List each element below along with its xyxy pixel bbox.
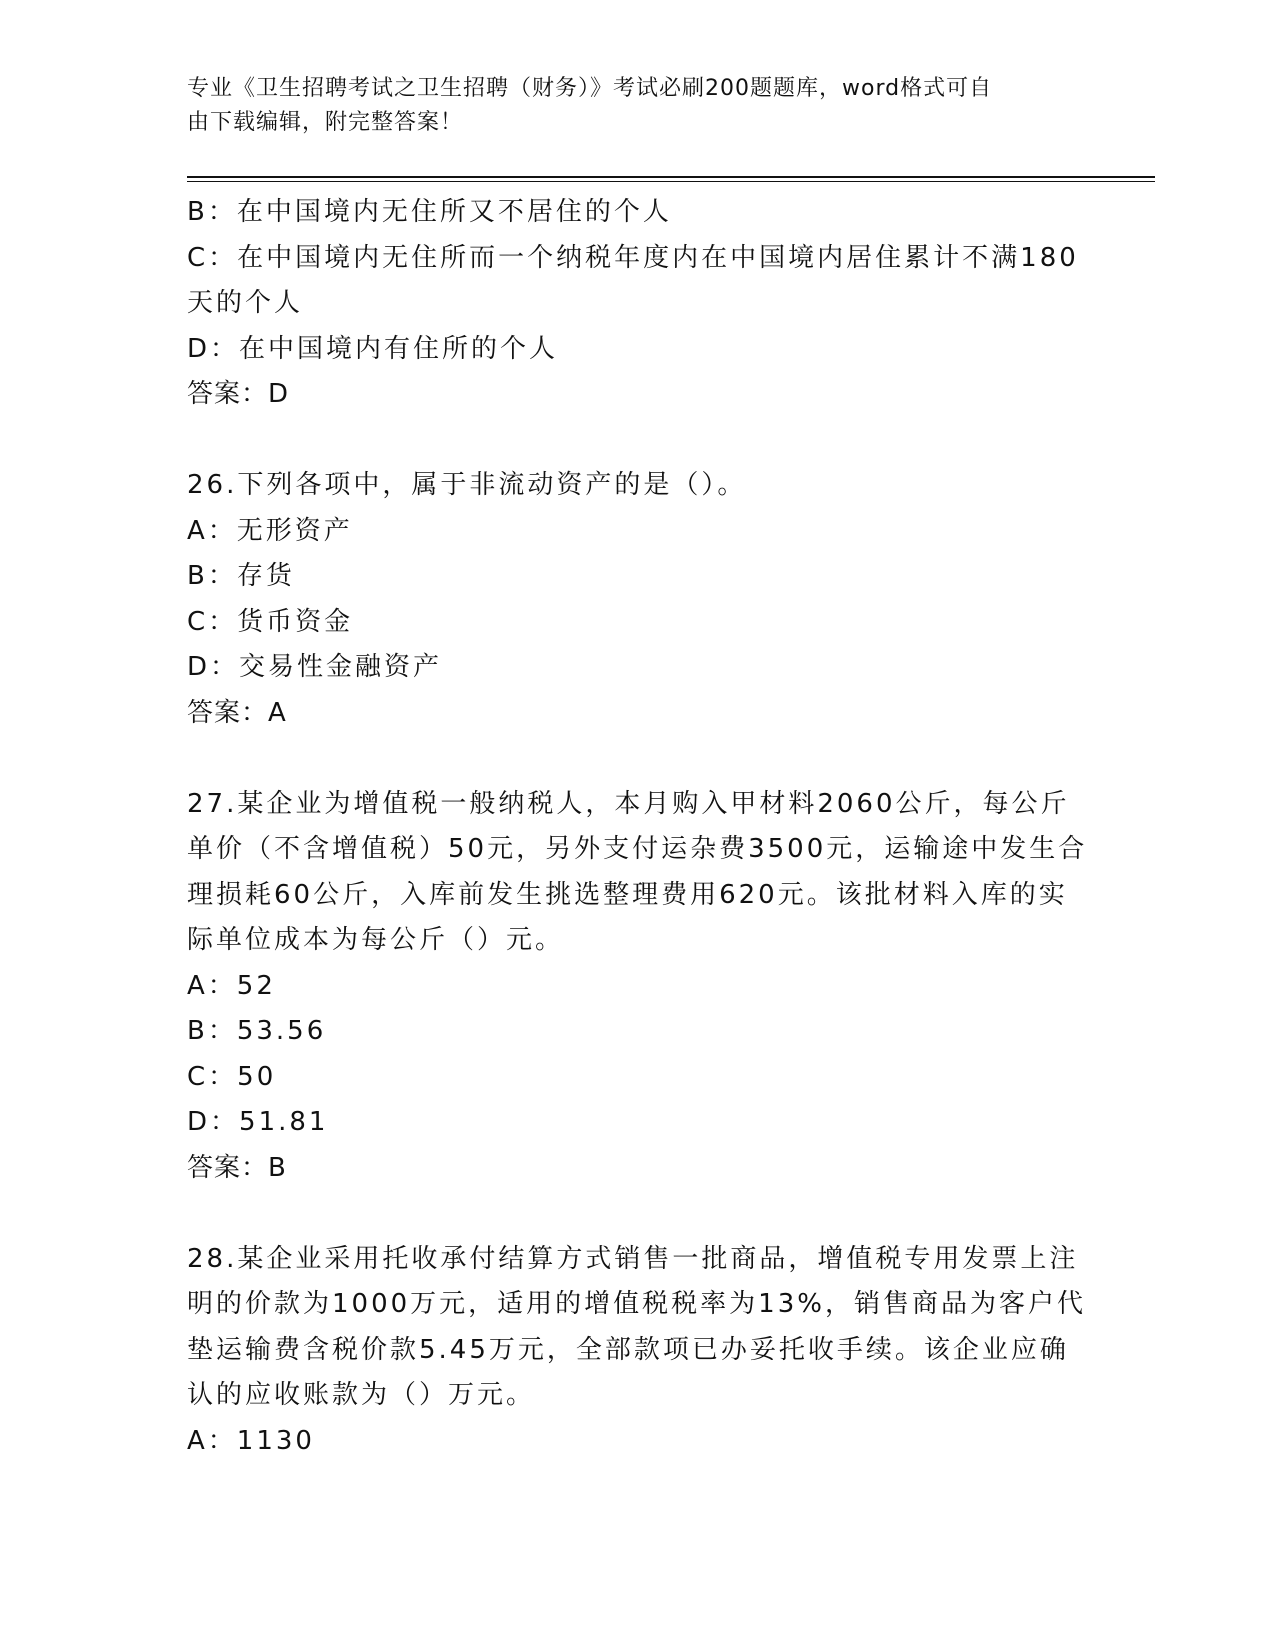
spacer — [187, 1191, 1087, 1237]
spacer — [187, 418, 1087, 464]
question-content — [187, 190, 1087, 1464]
header-line-2: 由下载编辑，附完整答案！ — [187, 110, 464, 135]
q28-stem-line-1: 28.某企业采用托收承付结算方式销售一批商品，增值税专用发票上注 — [187, 1243, 1079, 1274]
q26-option-a: A：无形资产 — [187, 515, 353, 546]
q26-stem: 26.下列各项中，属于非流动资产的是（）。 — [187, 470, 747, 500]
header-line-1: 专业《卫生招聘考试之卫生招聘（财务）》考试必刷200题题库，word格式可自 — [187, 76, 993, 101]
q25-option-c-line-2: 天的个人 — [187, 288, 304, 318]
q26-option-d: D：交易性金融资产 — [187, 652, 443, 682]
header-divider-thick — [187, 176, 1155, 178]
header-divider-thin — [187, 181, 1155, 182]
q25-option-c-line-1: C：在中国境内无住所而一个纳税年度内在中国境内居住累计不满180 — [187, 242, 1079, 273]
q25-option-d: D：在中国境内有住所的个人 — [187, 333, 559, 364]
q27-option-c: C：50 — [187, 1061, 277, 1092]
q25-answer: 答案：D — [187, 379, 290, 409]
q28-stem-line-2: 明的价款为1000万元，适用的增值税税率为13%，销售商品为客户代 — [187, 1289, 1086, 1319]
question-26 — [187, 463, 1087, 736]
document-header — [187, 72, 1067, 140]
q26-answer: 答案：A — [187, 697, 287, 728]
question-25-remainder — [187, 190, 1087, 418]
q27-option-d: D：51.81 — [187, 1107, 329, 1137]
question-27 — [187, 782, 1087, 1192]
q27-option-a: A：52 — [187, 970, 276, 1001]
q25-option-b: B：在中国境内无住所又不居住的个人 — [187, 197, 672, 227]
spacer — [187, 736, 1087, 782]
q26-option-b: B：存货 — [187, 561, 295, 591]
q27-stem-line-4: 际单位成本为每公斤（）元。 — [187, 925, 565, 955]
q27-answer: 答案：B — [187, 1152, 287, 1183]
q27-stem-line-2: 单价（不含增值税）50元，另外支付运杂费3500元，运输途中发生合 — [187, 834, 1088, 864]
q27-stem-line-3: 理损耗60公斤，入库前发生挑选整理费用620元。该批材料入库的实 — [187, 879, 1068, 910]
q26-option-c: C：货币资金 — [187, 606, 354, 637]
q27-option-b: B：53.56 — [187, 1016, 327, 1046]
q28-option-a: A：1130 — [187, 1425, 315, 1456]
q28-stem-line-4: 认的应收账款为（）万元。 — [187, 1380, 536, 1410]
q27-stem-line-1: 27.某企业为增值税一般纳税人，本月购入甲材料2060公斤，每公斤 — [187, 788, 1070, 819]
q28-stem-line-3: 垫运输费含税价款5.45万元，全部款项已办妥托收手续。该企业应确 — [187, 1334, 1069, 1365]
question-28 — [187, 1237, 1087, 1465]
